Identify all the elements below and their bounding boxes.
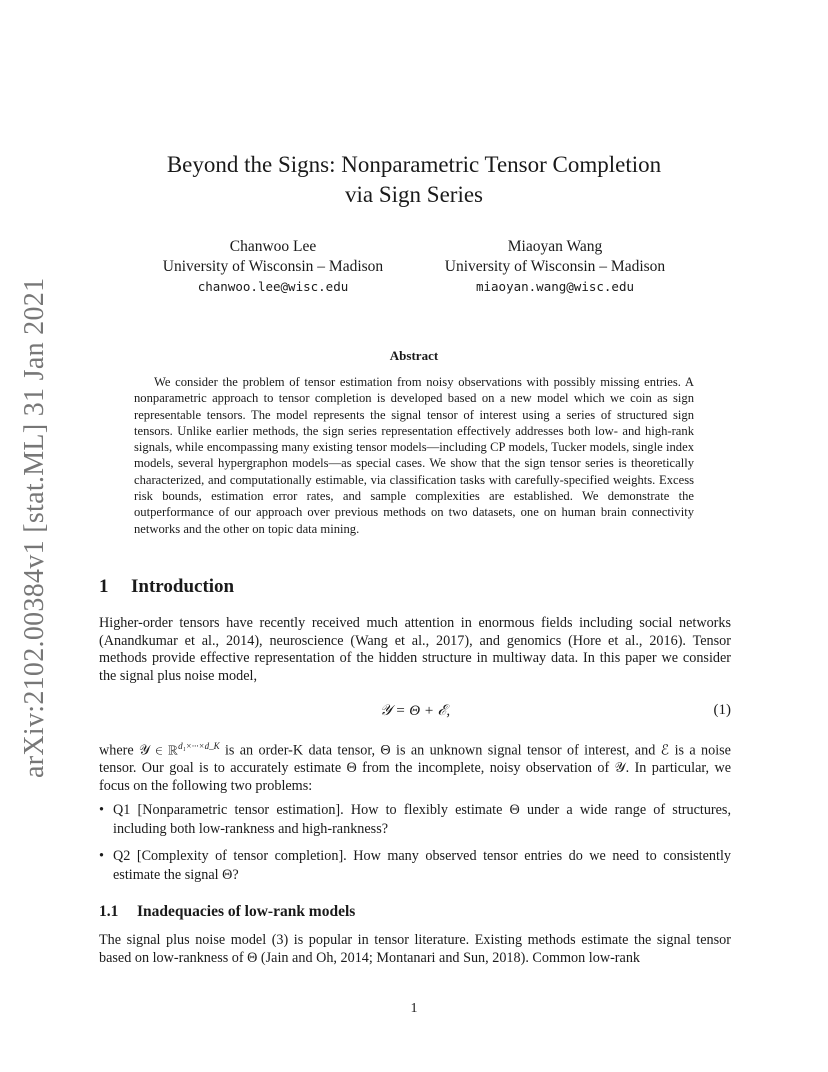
intro-paragraph-1: Higher-order tensors have recently received much attention in enormous fields including social networks (Anandkumar et al., 2014), neuroscience (Wang et al., 2017), and genomics (Hore et al., 2016). Tensor methods provide effective representation of the hidden structure in multiway data. In this paper we consider the signal plus noise model, — [99, 615, 731, 684]
para2-part-a: where 𝒴 ∈ ℝ — [99, 742, 179, 759]
bullet-dot-icon: • — [99, 802, 104, 818]
paper-title-line-1: Beyond the Signs: Nonparametric Tensor Completion — [166, 152, 662, 177]
equation-1 — [99, 702, 731, 724]
subsection-title: Inadequacies of low-rank models — [137, 903, 356, 920]
author-email[interactable]: chanwoo.lee@wisc.edu — [197, 279, 349, 294]
subsection-paragraph: The signal plus noise model (3) is popular in tensor literature. Existing methods estimate the signal tensor based on low-rankness of Θ (Jain and Oh, 2014; Montanari and Sun, 2018). Common low-rank — [99, 932, 731, 966]
author-email[interactable]: miaoyan.wang@wisc.edu — [475, 279, 635, 294]
bullet-text: Q1 [Nonparametric tensor estimation]. How to flexibly estimate Θ under a wide range of structures, including both low-rankness and high-rankness? — [113, 802, 731, 837]
page-number: 1 — [410, 1001, 418, 1016]
equation-tag: (1) — [713, 702, 731, 718]
arxiv-identifier: arXiv:2102.00384v1 [stat.ML] 31 Jan 2021 — [19, 277, 50, 778]
section-title: Introduction — [131, 576, 235, 597]
paper-title-line-2: via Sign Series — [345, 182, 483, 207]
bullet-item-q2 — [99, 847, 731, 887]
equation-body: 𝒴 = Θ + ℰ, — [379, 703, 451, 719]
bullet-dot-icon: • — [99, 848, 104, 864]
bullet-item-q1 — [99, 801, 731, 841]
intro-paragraph-2 — [99, 738, 731, 796]
subsection-heading — [99, 903, 355, 921]
author-name: Miaoyan Wang — [507, 238, 603, 255]
author-block-1 — [140, 237, 406, 297]
para2-superscript: d₁×···×d_K — [178, 741, 220, 751]
subsection-number: 1.1 — [99, 903, 119, 920]
section-number: 1 — [99, 576, 109, 597]
author-affiliation: University of Wisconsin – Madison — [444, 258, 666, 275]
author-name: Chanwoo Lee — [229, 238, 317, 255]
para2-part-b: is an order-K data tensor, Θ is an unknown signal tensor of interest, and ℰ is a noise tensor. Our goal is to accurately estimate Θ from the incomplete, noisy observation of 𝒴. In particular, we focus on the following two problems: — [99, 742, 731, 794]
author-block-2 — [422, 237, 688, 297]
author-affiliation: University of Wisconsin – Madison — [162, 258, 384, 275]
abstract-text: We consider the problem of tensor estimation from noisy observations with possibly missing entries. A nonparametric approach to tensor completion is developed based on a new model which we coin as sign representable tensors. The model represents the signal tensor of interest using a series of structured sign tensors. Unlike earlier methods, the sign series representation effectively addresses both low- and high-rank signals, while encompassing many existing tensor models—including CP models, Tucker models, single index models, several hypergraphon models—as special cases. We show that the sign tensor series is theoretically characterized, and computationally estimable, via classification tasks with carefully-specified weights. Excess risk bounds, estimation error rates, and sample complexities are established. We demonstrate the outperformance of our approach over previous methods on two datasets, one on human brain connectivity networks and the other on topic data mining. — [134, 375, 694, 536]
bullet-text: Q2 [Complexity of tensor completion]. How many observed tensor entries do we need to consistently estimate the signal Θ? — [113, 848, 731, 883]
section-heading-introduction — [99, 576, 234, 598]
abstract-heading: Abstract — [389, 348, 439, 363]
